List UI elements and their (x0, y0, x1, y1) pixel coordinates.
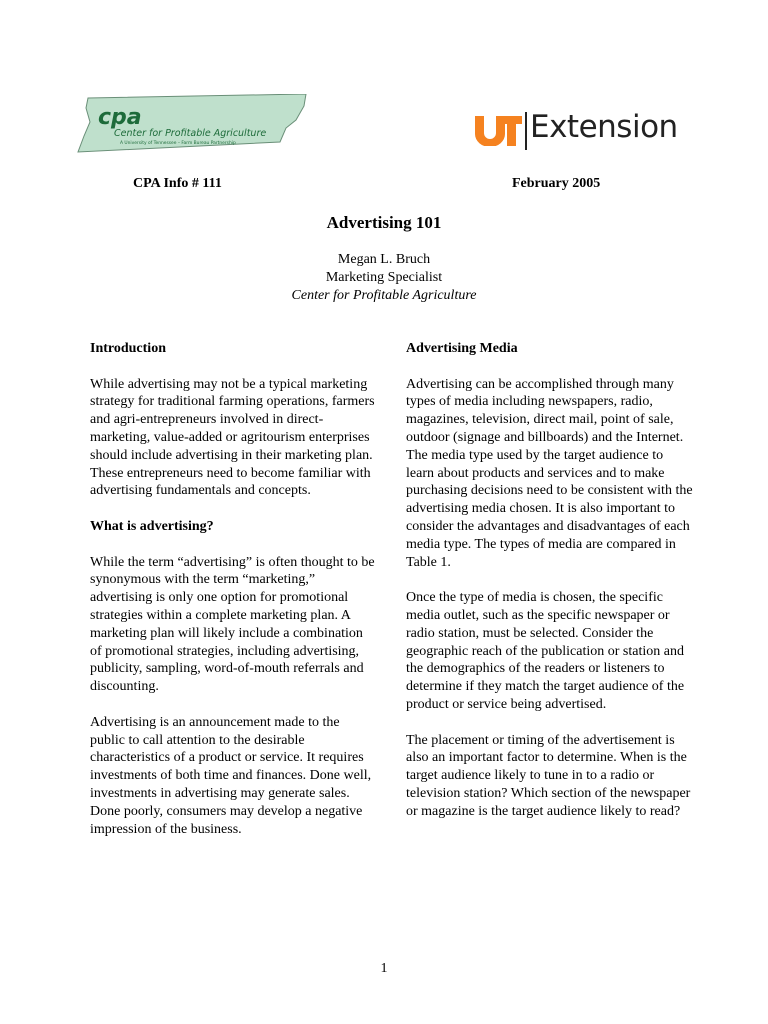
paragraph: Advertising is an announcement made to the public to call attention to the desirable characteristics of a product or service. It requires investments of both time and finances. Done well, investments in advertising may generate sales. Done poorly, consumers may develop a negative impression of the business. (90, 714, 372, 837)
page-number: 1 (380, 961, 388, 976)
cpa-name: Center for Profitable Agriculture (114, 128, 267, 139)
info-number: CPA Info # 111 (133, 176, 222, 191)
publication-date: February 2005 (512, 176, 601, 191)
tennessee-map-logo (74, 94, 308, 156)
paragraph: While advertising may not be a typical marketing strategy for traditional farming operations, farmers and agri-entrepreneurs involved in direct-marketing, value-added or agritourism enterprises should include advertising in their marketing plan. These entrepreneurs need to become familiar with advertising fundamentals and concepts. (90, 376, 375, 499)
paragraph: The placement or timing of the advertisement is also an important factor to determine. When is the target audience likely to tune in to a radio or television station? Which section of the newspaper or magazine is the target audience likely to read? (406, 732, 691, 819)
ut-extension-logo (474, 109, 680, 152)
page-title: Advertising 101 (326, 213, 442, 232)
right-column (406, 340, 694, 838)
section-heading-introduction: Introduction (90, 341, 166, 356)
cpa-abbr: cpa (98, 105, 142, 130)
cpa-tagline: A University of Tennessee – Farm Bureau Partnership (120, 141, 236, 146)
author-name: Megan L. Bruch (337, 252, 431, 267)
author-org: Center for Profitable Agriculture (291, 288, 477, 303)
author-block (0, 251, 768, 305)
left-column (90, 340, 378, 856)
paragraph: Advertising can be accomplished through many types of media including newspapers, radio, magazines, television, direct mail, point of sale, outdoor (signage and billboards) and the Internet. The media type used by the target audience to learn about products and services and to make purchasing decisions need to be consistent with the advertising media chosen. It is also important to consider the advantages and disadvantages of each media type. The types of media are compared in Table 1. (406, 376, 693, 570)
ut-divider (525, 112, 527, 150)
author-role: Marketing Specialist (325, 270, 443, 285)
ut-extension-text: Extension (530, 109, 678, 145)
section-heading-what-is-advertising: What is advertising? (90, 518, 214, 534)
section-heading-advertising-media: Advertising Media (406, 341, 518, 356)
paragraph: Once the type of media is chosen, the specific media outlet, such as the specific newspaper or radio station, must be selected. Consider the geographic reach of the publication or station and the demographics of the readers or listeners to determine if they match the target audience of the product or service being advertised. (406, 590, 685, 712)
paragraph: While the term “advertising” is often thought to be synonymous with the term “marketing,” advertising is only one option for promotional strategies within a complete marketing plan. A marketing plan will likely include a combination of promotional strategies, including advertising, publicity, sampling, word-of-mouth referrals and discounting. (90, 554, 375, 695)
ut-mark-icon (474, 114, 522, 146)
cpa-logo (74, 94, 308, 156)
